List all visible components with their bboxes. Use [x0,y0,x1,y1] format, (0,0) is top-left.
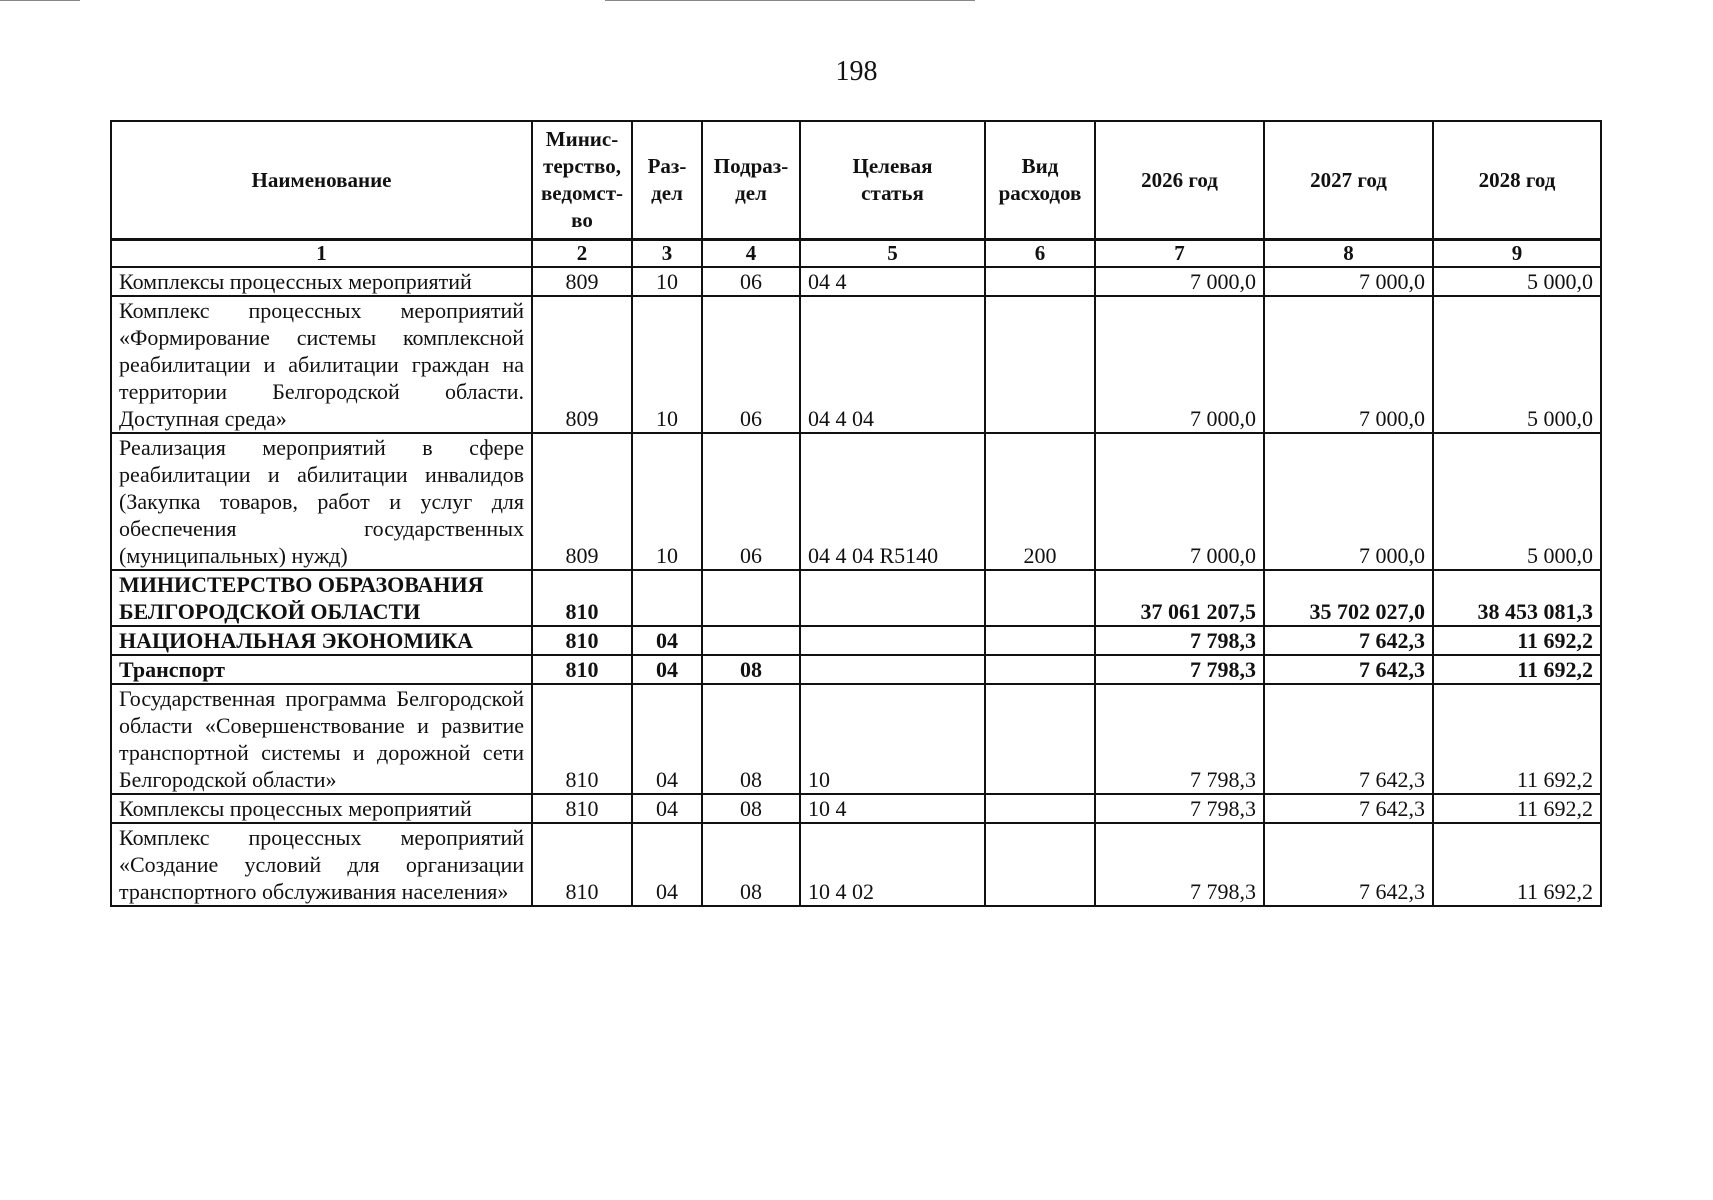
row-amount-2027: 35 702 027,0 [1264,570,1433,626]
row-ministry-code: 810 [532,655,632,684]
row-ministry-code: 809 [532,296,632,433]
row-name: Комплекс процессных мероприятий «Формирование системы комплексной реабилитации и абилитации граждан на территории Белгородской области. Доступная среда» [111,296,532,433]
table-row [111,794,1601,823]
row-amount-2026: 7 798,3 [1095,794,1264,823]
column-number: 2 [532,240,632,268]
row-subsection-code: 06 [702,267,800,296]
column-header-section: Раз- дел [632,121,702,240]
row-section-code: 04 [632,823,702,906]
column-header-name: Наименование [111,121,532,240]
row-amount-2028: 5 000,0 [1433,267,1601,296]
budget-table [110,120,1602,907]
row-target-article: 10 4 [800,794,985,823]
row-ministry-code: 810 [532,794,632,823]
table-row [111,433,1601,570]
row-ministry-code: 809 [532,433,632,570]
column-number-row [111,240,1601,268]
row-subsection-code: 08 [702,794,800,823]
row-amount-2026: 7 000,0 [1095,267,1264,296]
row-section-code: 10 [632,433,702,570]
row-amount-2028: 5 000,0 [1433,433,1601,570]
row-name: МИНИСТЕРСТВО ОБРАЗОВАНИЯ БЕЛГОРОДСКОЙ ОБЛАСТИ [111,570,532,626]
row-target-article: 10 4 02 [800,823,985,906]
row-target-article: 04 4 [800,267,985,296]
table-row [111,267,1601,296]
row-amount-2026: 7 798,3 [1095,823,1264,906]
row-subsection-code: 08 [702,684,800,794]
table-body [111,267,1601,906]
column-header-subsection: Подраз- дел [702,121,800,240]
row-subsection-code: 06 [702,296,800,433]
table-row [111,570,1601,626]
column-number: 8 [1264,240,1433,268]
row-expense-type [985,655,1095,684]
row-amount-2027: 7 642,3 [1264,794,1433,823]
row-target-article [800,626,985,655]
row-name: НАЦИОНАЛЬНАЯ ЭКОНОМИКА [111,626,532,655]
row-name: Транспорт [111,655,532,684]
row-section-code: 04 [632,684,702,794]
row-ministry-code: 810 [532,570,632,626]
row-amount-2026: 7 798,3 [1095,684,1264,794]
row-amount-2026: 7 000,0 [1095,433,1264,570]
row-ministry-code: 810 [532,823,632,906]
row-amount-2028: 11 692,2 [1433,655,1601,684]
row-amount-2026: 7 798,3 [1095,626,1264,655]
column-header-2027: 2027 год [1264,121,1433,240]
row-name: Комплексы процессных мероприятий [111,267,532,296]
row-expense-type [985,684,1095,794]
row-amount-2026: 37 061 207,5 [1095,570,1264,626]
row-subsection-code: 08 [702,823,800,906]
row-name: Комплекс процессных мероприятий «Создание условий для организации транспортного обслуживания населения» [111,823,532,906]
table-row [111,684,1601,794]
row-amount-2027: 7 642,3 [1264,626,1433,655]
row-amount-2027: 7 642,3 [1264,684,1433,794]
row-target-article [800,570,985,626]
row-target-article: 10 [800,684,985,794]
column-number: 1 [111,240,532,268]
row-amount-2027: 7 000,0 [1264,267,1433,296]
row-expense-type [985,823,1095,906]
row-expense-type [985,570,1095,626]
row-target-article: 04 4 04 [800,296,985,433]
column-header-target: Целевая статья [800,121,985,240]
column-header-2026: 2026 год [1095,121,1264,240]
row-subsection-code: 06 [702,433,800,570]
table-row [111,296,1601,433]
column-number: 6 [985,240,1095,268]
column-number: 9 [1433,240,1601,268]
row-ministry-code: 810 [532,626,632,655]
row-target-article [800,655,985,684]
table-row [111,823,1601,906]
row-section-code [632,570,702,626]
row-amount-2026: 7 798,3 [1095,655,1264,684]
column-number: 7 [1095,240,1264,268]
row-expense-type [985,296,1095,433]
row-amount-2027: 7 642,3 [1264,823,1433,906]
table-row [111,655,1601,684]
column-number: 4 [702,240,800,268]
row-amount-2028: 11 692,2 [1433,684,1601,794]
column-header-2028: 2028 год [1433,121,1601,240]
row-name: Реализация мероприятий в сфере реабилитации и абилитации инвалидов (Закупка товаров, работ и услуг для обеспечения государственных (муниципальных) нужд) [111,433,532,570]
row-section-code: 04 [632,655,702,684]
row-name: Государственная программа Белгородской области «Совершенствование и развитие транспортной системы и дорожной сети Белгородской области» [111,684,532,794]
row-amount-2027: 7 000,0 [1264,296,1433,433]
row-amount-2028: 38 453 081,3 [1433,570,1601,626]
row-section-code: 10 [632,267,702,296]
row-amount-2028: 11 692,2 [1433,794,1601,823]
row-name: Комплексы процессных мероприятий [111,794,532,823]
row-expense-type [985,267,1095,296]
row-expense-type [985,794,1095,823]
row-amount-2027: 7 000,0 [1264,433,1433,570]
row-section-code: 04 [632,794,702,823]
row-section-code: 04 [632,626,702,655]
row-amount-2026: 7 000,0 [1095,296,1264,433]
row-ministry-code: 810 [532,684,632,794]
row-section-code: 10 [632,296,702,433]
row-subsection-code [702,626,800,655]
page-number: 198 [835,56,878,87]
row-expense-type: 200 [985,433,1095,570]
row-amount-2028: 11 692,2 [1433,626,1601,655]
row-subsection-code: 08 [702,655,800,684]
table-row [111,626,1601,655]
column-header-ministry: Минис- терство, ведомст- во [532,121,632,240]
scan-artifact-line [605,0,975,1]
header-row [111,121,1601,240]
row-expense-type [985,626,1095,655]
row-amount-2028: 5 000,0 [1433,296,1601,433]
column-header-expense: Вид расходов [985,121,1095,240]
row-subsection-code [702,570,800,626]
row-amount-2027: 7 642,3 [1264,655,1433,684]
column-number: 5 [800,240,985,268]
scan-artifact-line [0,0,80,1]
row-target-article: 04 4 04 R5140 [800,433,985,570]
column-number: 3 [632,240,702,268]
row-ministry-code: 809 [532,267,632,296]
row-amount-2028: 11 692,2 [1433,823,1601,906]
